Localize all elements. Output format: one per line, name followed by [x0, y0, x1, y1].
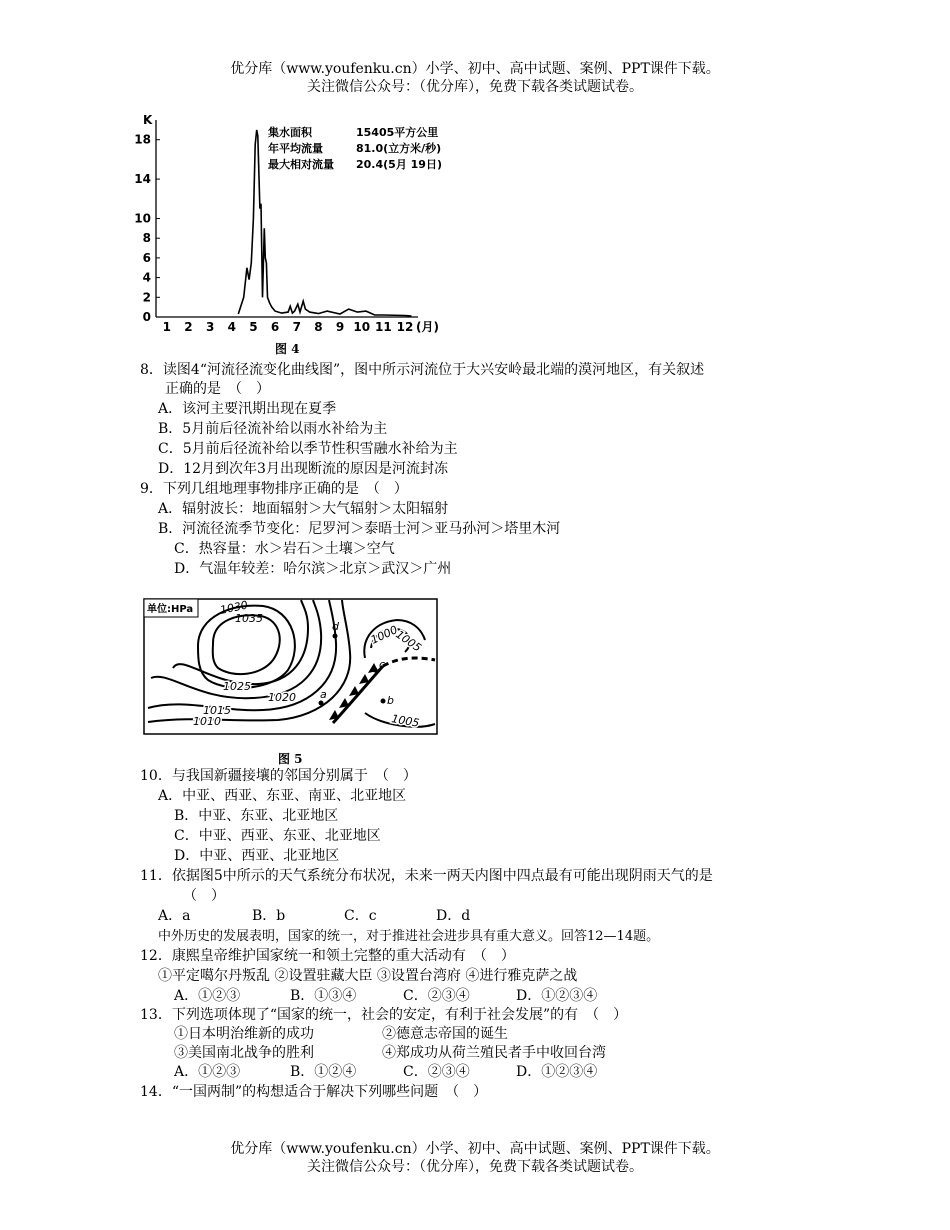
info-value-max: 20.4(5月 19日) [356, 158, 442, 171]
info-label-flow: 年平均流量 [268, 142, 323, 155]
y-tick-label: 18 [134, 132, 151, 147]
point-c-label: c [379, 658, 386, 671]
figure4-runoff-chart [134, 112, 458, 337]
q11-option-b: B．b [252, 908, 286, 924]
q11-stem: 11．依据图5中所示的天气系统分布状况，未来一两天内图中四点最有可能出现阴雨天气的是 [140, 868, 713, 884]
q12-items: ①平定噶尔丹叛乱 ②设置驻藏大臣 ③设置台湾府 ④进行雅克萨之战 [158, 968, 578, 984]
q14-stem: 14．“一国两制”的构想适合于解决下列哪些问题 （ ） [140, 1084, 488, 1100]
y-tick-label: 2 [142, 290, 151, 305]
q10-option-a: A．中亚、西亚、东亚、南亚、北亚地区 [158, 788, 407, 804]
q13-item-4: ④郑成功从荷兰殖民者手中收回台湾 [382, 1045, 606, 1061]
point-c-marker [373, 668, 378, 673]
q11-stem-cont: （ ） [183, 888, 225, 904]
history-intro: 中外历史的发展表明，国家的统一，对于推进社会进步具有重大意义。回答12—14题。 [158, 929, 660, 944]
x-tick-label: 9 [335, 320, 345, 334]
info-label-max: 最大相对流量 [268, 158, 334, 171]
figure5-isobar-map [143, 598, 439, 736]
footer-line-2: 关注微信公众号：（优分库），免费下载各类试题试卷。 [307, 1159, 643, 1175]
isobar-label-1025: 1025 [223, 680, 251, 693]
q8-option-c: C．5月前后径流补给以季节性积雪融水补给为主 [158, 441, 458, 457]
q13-option-b: B．①②④ [290, 1064, 357, 1080]
point-a-label: a [320, 688, 327, 701]
y-tick-label: 0 [142, 310, 151, 324]
footer-line-1: 优分库（www.youfenku.cn）小学、初中、高中试题、案例、PPT课件下载。 [230, 1141, 720, 1157]
x-tick-label: 4 [227, 320, 236, 334]
isobar-label-1035: 1035 [235, 612, 263, 625]
y-tick-label: 8 [142, 231, 151, 246]
q9-option-d: D．气温年较差：哈尔滨＞北京＞武汉＞广州 [174, 561, 452, 577]
x-tick-label: 5 [249, 320, 258, 334]
figure4-caption: 图 4 [275, 342, 300, 356]
info-label-area: 集水面积 [268, 126, 312, 139]
point-b-label: b [387, 694, 394, 707]
q13-item-2: ②德意志帝国的诞生 [382, 1026, 508, 1042]
x-unit-label: (月) [416, 320, 439, 334]
y-tick-label: 10 [134, 211, 151, 226]
y-tick-label: 4 [142, 270, 151, 285]
q9-option-a: A．辐射波长：地面辐射＞大气辐射＞太阳辐射 [158, 501, 449, 517]
x-tick-label: 8 [314, 320, 323, 334]
x-tick-label: 11 [375, 320, 392, 334]
q12-option-b: B．①③④ [290, 988, 357, 1004]
y-tick-label: 6 [142, 250, 151, 265]
q10-stem: 10．与我国新疆接壤的邻国分别属于 （ ） [140, 768, 417, 784]
x-tick-label: 1 [162, 320, 172, 334]
q9-option-c: C．热容量：水＞岩石＞土壤＞空气 [174, 541, 395, 557]
isobar-label-1000: 1000 [368, 623, 400, 647]
q13-option-d: D．①②③④ [516, 1064, 598, 1080]
unit-label: 单位:HPa [147, 604, 194, 615]
isobar-label-1005-upper: 1005 [393, 627, 424, 655]
point-d-label: d [332, 620, 339, 633]
q8-stem: 8．读图4“河流径流变化曲线图”，图中所示河流位于大兴安岭最北端的漠河地区，有关叙述 [140, 362, 705, 378]
info-value-area: 15405平方公里 [356, 126, 439, 139]
q13-item-1: ①日本明治维新的成功 [174, 1026, 314, 1042]
y-tick-label: 14 [134, 172, 151, 187]
q10-option-b: B．中亚、东亚、北亚地区 [174, 808, 339, 824]
figure5-caption: 图 5 [278, 752, 303, 766]
q8-option-a: A．该河主要汛期出现在夏季 [158, 401, 337, 417]
q10-option-d: D．中亚、西亚、北亚地区 [174, 848, 340, 864]
q13-stem: 13．下列选项体现了“国家的统一，社会的安定，有利于社会发展”的有 （ ） [140, 1007, 628, 1023]
point-a-marker [319, 701, 324, 706]
isobar-label-1015: 1015 [203, 704, 231, 717]
q13-item-3: ③美国南北战争的胜利 [174, 1045, 314, 1061]
point-b-marker [381, 699, 386, 704]
q8-option-d: D．12月到次年3月出现断流的原因是河流封冻 [158, 461, 448, 477]
header-line-2: 关注微信公众号：（优分库），免费下载各类试题试卷。 [307, 79, 643, 95]
isobar-label-1030: 1030 [218, 598, 250, 617]
q8-option-b: B．5月前后径流补给以雨水补给为主 [158, 421, 388, 437]
q12-option-c: C．②③④ [403, 988, 470, 1004]
isobar-label-1005-lower: 1005 [390, 712, 421, 730]
x-tick-label: 7 [292, 320, 301, 334]
q9-option-b: B．河流径流季节变化：尼罗河＞泰晤士河＞亚马孙河＞塔里木河 [158, 521, 561, 537]
x-tick-label: 10 [353, 320, 371, 334]
q12-stem: 12．康熙皇帝维护国家统一和领土完整的重大活动有 （ ） [140, 948, 515, 964]
x-tick-label: 3 [205, 320, 215, 334]
q9-stem: 9．下列几组地理事物排序正确的是 （ ） [140, 481, 408, 497]
q11-option-d: D．d [436, 908, 471, 924]
q12-option-a: A．①②③ [174, 988, 241, 1004]
x-tick-label: 2 [184, 320, 193, 334]
q11-option-a: A．a [158, 908, 191, 924]
info-value-flow: 81.0(立方米/秒) [356, 142, 442, 155]
isobar-label-1020: 1020 [268, 691, 296, 704]
q13-option-a: A．①②③ [174, 1064, 241, 1080]
q12-option-d: D．①②③④ [516, 988, 598, 1004]
isobar-label-1010: 1010 [193, 715, 221, 728]
q8-stem-cont: 正确的是 （ ） [165, 381, 270, 397]
q11-option-c: C．c [344, 908, 377, 924]
header-line-1: 优分库（www.youfenku.cn）小学、初中、高中试题、案例、PPT课件下载。 [230, 61, 720, 77]
x-tick-label: 12 [396, 320, 414, 334]
point-d-marker [333, 634, 338, 639]
y-axis-label: K [143, 113, 153, 127]
x-tick-label: 6 [270, 320, 280, 334]
q10-option-c: C．中亚、西亚、东亚、北亚地区 [174, 828, 381, 844]
q13-option-c: C．②③④ [403, 1064, 470, 1080]
